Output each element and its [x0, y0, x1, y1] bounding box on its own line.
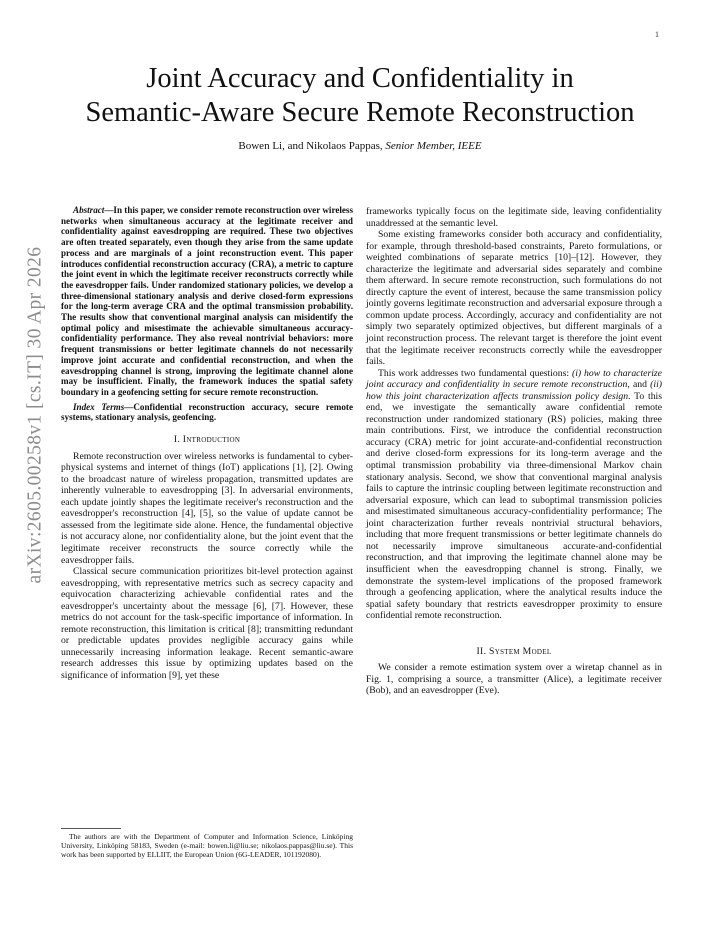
- section-number: II.: [476, 645, 490, 657]
- p3-text-b: , and: [627, 379, 651, 391]
- title-line-2: Semantic-Aware Secure Remote Reconstruction: [85, 97, 635, 128]
- author-names: Bowen Li, and Nikolaos Pappas,: [238, 140, 386, 152]
- left-column: [61, 205, 353, 682]
- intro-paragraph-1: Remote reconstruction over wireless networks is fundamental to cyber-physical systems and internet of things (IoT) applications [1], [2]. Owing to the broadcast nature of wireless propagation, transmitted updates are inherently vulnerable to eavesdropping [3]. In adversarial environments, each update jointly shapes the legitimate receiver's reconstruction and the eavesdropper's reconstruction [4], [5], so the value of update cannot be assessed from the legitimate side alone. Hence, the fundamental objective is not accuracy alone, nor confidentiality alone, but the joint event that the legitimate receiver reconstructs the source correctly while the eavesdropper fails.: [61, 450, 353, 566]
- section-title: Introduction: [182, 434, 241, 446]
- p3-text-c: . To this end, we investigate the semantically aware confidential remote reconstruction under randomized stationary (RS) policies, making three main contributions. First, we introduce the confidential reconstruction accuracy (CRA) metric for joint accurate-and-confidential reconstruction and derive closed-form expressions for its long-term average and the optimal transmission probability via three-dimensional Markov chain stationary analysis. Second, we show that conventional marginal analysis fails to capture the intrinsic coupling between legitimate reconstruction and adversarial exposure, which can lead to suboptimal transmission policies and misestimated simultaneous accuracy-confidentiality performance; The joint characterization further reveals nontrivial structural behaviors, including that more frequent transmissions or better legitimate channels do not necessarily improve simultaneous accurate-and-confidential reconstruction, and that improving the legitimate channel alone may be insufficient when the eavesdropping channel is strong. Finally, we demonstrate the system-level implications of the proposed framework through a geofencing application, where the analytical results induce the spatial safety boundary that restricts eavesdropper proximity to ensure confidential remote reconstruction.: [366, 390, 662, 622]
- abstract-text: —In this paper, we consider remote reconstruction over wireless networks when simultaneous accuracy at the legitimate receiver and confidentiality against eavesdropping are required. These two objectives are often treated separately, even though they arise from the same update process and are marginals of a joint reconstruction event. This paper introduces confidential reconstruction accuracy (CRA), a metric to capture the joint event in which the legitimate receiver reconstructs correctly while the eavesdropper fails. Under randomized stationary policies, we develop a three-dimensional stationary analysis and derive closed-form expressions for the long-term average CRA and the optimal transmission probability. The results show that conventional marginal analysis can misidentify the optimal policy and misestimate the achievable simultaneous accuracy-confidentiality performance. They also reveal nontrivial behaviors: more frequent transmissions or better legitimate channels do not necessarily improve joint accurate and confidential reconstruction, and when the eavesdropping channel is strong, improving the legitimate channel alone may be insufficient. Finally, the framework induces the spatial safety boundary in a geofencing setting for secure remote reconstruction.: [61, 205, 353, 397]
- right-column: [366, 206, 662, 697]
- p3-text-a: This work addresses two fundamental questions:: [378, 367, 572, 379]
- p3-question-1: (i) how to characterize joint accuracy and confidentiality in secure remote reconstruction: [366, 367, 662, 391]
- page-number: 1: [655, 30, 659, 39]
- index-terms-text: —Confidential reconstruction accuracy, secure remote systems, stationary analysis, geofencing.: [61, 401, 353, 423]
- section-title: System Model: [489, 645, 552, 657]
- arxiv-identifier-text: arXiv:2605.00258v1 [cs.IT] 30 Apr 2026: [24, 246, 45, 584]
- section-heading-introduction: [61, 434, 353, 446]
- section-number: I.: [173, 434, 183, 446]
- abstract-label: Abstract: [73, 205, 105, 215]
- right-paragraph-3: [366, 368, 662, 622]
- section-heading-system-model: [366, 646, 662, 658]
- index-terms: [61, 402, 353, 423]
- author-list: [60, 140, 660, 152]
- author-membership: Senior Member, IEEE: [385, 140, 482, 152]
- footnote: The authors are with the Department of Computer and Information Science, Linköping University, Linköping 58183, Sweden (e-mail: bowen.li@liu.se; nikolaos.pappas@liu.se). This work has been supported by ELLIIT, the European Union (6G-LEADER, 101192080).: [61, 832, 353, 859]
- system-model-paragraph-1: We consider a remote estimation system over a wiretap channel as in Fig. 1, comprising a source, a transmitter (Alice), a legitimate receiver (Bob), and an eavesdropper (Eve).: [366, 662, 662, 697]
- intro-paragraph-2: Classical secure communication prioritizes bit-level protection against eavesdropping, with representative metrics such as secrecy capacity and equivocation characterizing achievable confidential rates and the eavesdropper's uncertainty about the message [6], [7]. However, these metrics do not account for the task-specific importance of information. In remote reconstruction, this limitation is critical [8]; transmitting redundant or predictable updates provides negligible accuracy gains while unnecessarily increasing information leakage. Recent semantic-aware research addresses this issue by optimizing updates based on the significance of information [9], yet these: [61, 566, 353, 681]
- arxiv-identifier: [15, 155, 55, 675]
- right-paragraph-2: Some existing frameworks consider both accuracy and confidentiality, for example, through threshold-based constraints, Pareto formulations, or weighted combinations of separate metrics [10]–[12]. However, they characterize the legitimate and adversarial sides separately and combine them afterward. In secure remote reconstruction, such formulations do not directly capture the event of interest, because the same transmission policy jointly governs legitimate reconstruction and adversarial exposure through a common update process. Accordingly, accuracy and confidentiality are not simply two separately optimized objectives, but different marginals of a joint reconstruction process. The relevant target is therefore the joint event that the legitimate receiver reconstructs correctly while the eavesdropper fails.: [366, 229, 662, 368]
- index-terms-label: Index Terms: [73, 401, 125, 412]
- paper-title: [60, 62, 660, 130]
- footnote-divider: [61, 828, 121, 829]
- title-line-1: Joint Accuracy and Confidentiality in: [146, 63, 574, 94]
- right-paragraph-1: frameworks typically focus on the legitimate side, leaving confidentiality unaddressed at the semantic level.: [366, 206, 662, 229]
- abstract: [61, 205, 353, 398]
- p3-question-2: (ii) how this joint characterization affects transmission policy design: [366, 379, 662, 402]
